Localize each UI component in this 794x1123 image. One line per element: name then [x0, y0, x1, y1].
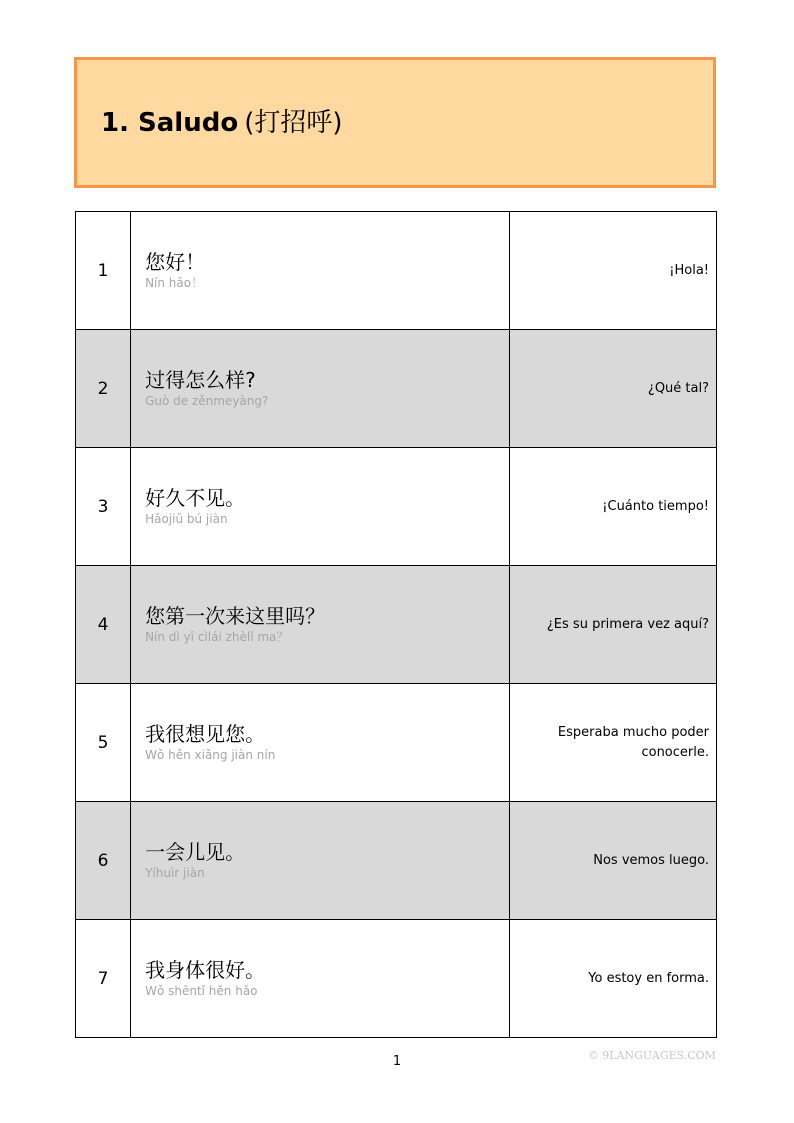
phrase-row — [76, 330, 717, 448]
phrase-chinese-cell — [131, 330, 510, 448]
phrase-chinese: 好久不见。 — [145, 486, 246, 510]
phrase-chinese: 您好！ — [145, 250, 206, 274]
phrase-pinyin: Yíhuìr jiàn — [145, 866, 205, 880]
phrase-row — [76, 684, 717, 802]
phrase-table — [75, 211, 717, 1038]
phrase-row — [76, 566, 717, 684]
phrase-spanish: Nos vemos luego. — [509, 802, 716, 920]
phrase-row — [76, 212, 717, 330]
watermark: © 9LANGUAGES.COM — [587, 1049, 716, 1062]
phrase-pinyin: Guò de zěnmeyàng? — [145, 394, 269, 408]
phrase-row — [76, 802, 717, 920]
phrase-chinese-cell — [131, 802, 510, 920]
section-title-box — [74, 57, 716, 188]
phrase-number: 6 — [76, 802, 131, 920]
phrase-chinese-cell — [131, 212, 510, 330]
phrase-spanish: ¿Qué tal? — [509, 330, 716, 448]
phrase-spanish: ¡Cuánto tiempo! — [509, 448, 716, 566]
phrase-row — [76, 448, 717, 566]
phrase-number: 7 — [76, 920, 131, 1038]
section-title-chinese: (打招呼) — [244, 108, 343, 138]
phrase-number: 1 — [76, 212, 131, 330]
phrase-chinese: 我很想见您。 — [145, 722, 266, 746]
phrase-row — [76, 920, 717, 1038]
phrase-number: 3 — [76, 448, 131, 566]
phrase-pinyin: Nín hǎo！ — [145, 276, 204, 290]
phrase-pinyin: Wǒ shēntǐ hěn hǎo — [145, 984, 258, 998]
section-title-spanish: 1. Saludo — [101, 108, 239, 138]
phrase-number: 2 — [76, 330, 131, 448]
page-number: 1 — [392, 1054, 402, 1069]
phrase-pinyin: Wǒ hěn xiǎng jiàn nín — [145, 748, 276, 762]
phrase-chinese-cell — [131, 684, 510, 802]
phrase-spanish: ¡Hola! — [509, 212, 716, 330]
phrase-spanish: Esperaba mucho poder conocerle. — [509, 684, 716, 802]
phrase-chinese-cell — [131, 566, 510, 684]
phrase-spanish: ¿Es su primera vez aquí? — [509, 566, 716, 684]
phrase-chinese-cell — [131, 448, 510, 566]
phrase-chinese-cell — [131, 920, 510, 1038]
phrase-chinese: 您第一次来这里吗？ — [145, 604, 326, 628]
phrase-chinese: 过得怎么样? — [145, 368, 256, 392]
phrase-pinyin: Hǎojiǔ bú jiàn — [145, 512, 228, 526]
section-title — [101, 108, 342, 138]
phrase-chinese: 一会儿见。 — [145, 840, 246, 864]
phrase-pinyin: Nín dì yī cìlái zhèlǐ ma？ — [145, 630, 289, 644]
phrase-chinese: 我身体很好。 — [145, 958, 266, 982]
phrase-number: 4 — [76, 566, 131, 684]
phrase-number: 5 — [76, 684, 131, 802]
phrase-spanish: Yo estoy en forma. — [509, 920, 716, 1038]
